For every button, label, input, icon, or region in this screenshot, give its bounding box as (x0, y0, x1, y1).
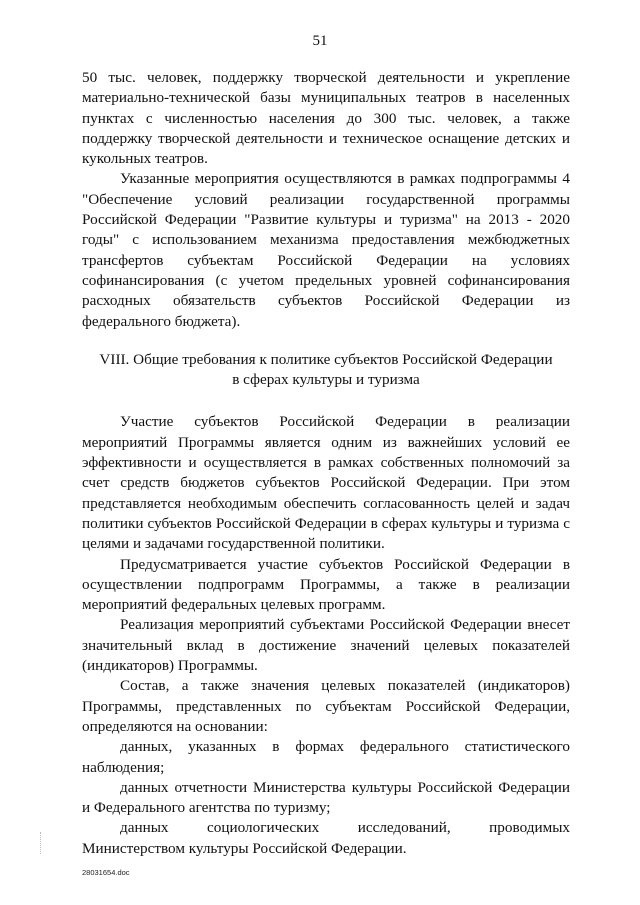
list-item-statistics: данных, указанных в формах федерального статистического наблюдения; (82, 738, 570, 776)
document-body (82, 68, 570, 859)
page-number: 51 (312, 33, 328, 49)
margin-mark (40, 832, 42, 854)
list-item-sociological: данных социологических исследований, проводимых Министерством культуры Российской Федерации. (82, 819, 570, 857)
paragraph-contribution: Реализация мероприятий субъектами Российской Федерации внесет значительный вклад в достижение значений целевых показателей (индикаторов) Программы. (82, 616, 570, 675)
section-heading (82, 350, 570, 391)
footer-document-code: 28031654.doc (82, 868, 130, 877)
section-heading-line-2: в сферах культуры и туризма (232, 371, 420, 389)
paragraph-subprogram-4: Указанные мероприятия осуществляются в рамках подпрограммы 4 "Обеспечение условий реализации государственной программы Российской Федерации "Развитие культуры и туризма" на 2013 - 2020 годы" с использованием механизма предоставления межбюджетных трансфертов субъектам Российской Федерации на условиях софинансирования (с учетом предельных уровней софинансирования расходных обязательств субъектов Российской Федерации из федерального бюджета). (82, 170, 570, 330)
paragraph-indicators: Состав, а также значения целевых показателей (индикаторов) Программы, представленных по субъектам Российской Федерации, определяются на основании: (82, 677, 570, 735)
paragraph-subprograms: Предусматривается участие субъектов Российской Федерации в осуществлении подпрограмм Программы, а также в реализации мероприятий федеральных целевых программ. (82, 555, 570, 614)
paragraph-participation: Участие субъектов Российской Федерации в реализации мероприятий Программы является одним из важнейших условий ее эффективности и осуществляется в рамках собственных полномочий за счет средств бюджетов субъектов Российской Федерации. При этом представляется необходимым обеспечить согласованность целей и задач политики субъектов Российской Федерации в сферах культуры и туризма с целями и задачами государственной политики. (82, 413, 570, 553)
paragraph-continuation: 50 тыс. человек, поддержку творческой деятельности и укрепление материально-технической базы муниципальных театров в населенных пунктах с численностью населения до 300 тыс. человек, а также поддержку творческой деятельности и техническое оснащение детских и кукольных театров. (82, 69, 570, 168)
list-item-reporting: данных отчетности Министерства культуры Российской Федерации и Федерального агентства по туризму; (82, 778, 570, 817)
section-heading-line-1: VIII. Общие требования к политике субъектов Российской Федерации (99, 350, 553, 368)
